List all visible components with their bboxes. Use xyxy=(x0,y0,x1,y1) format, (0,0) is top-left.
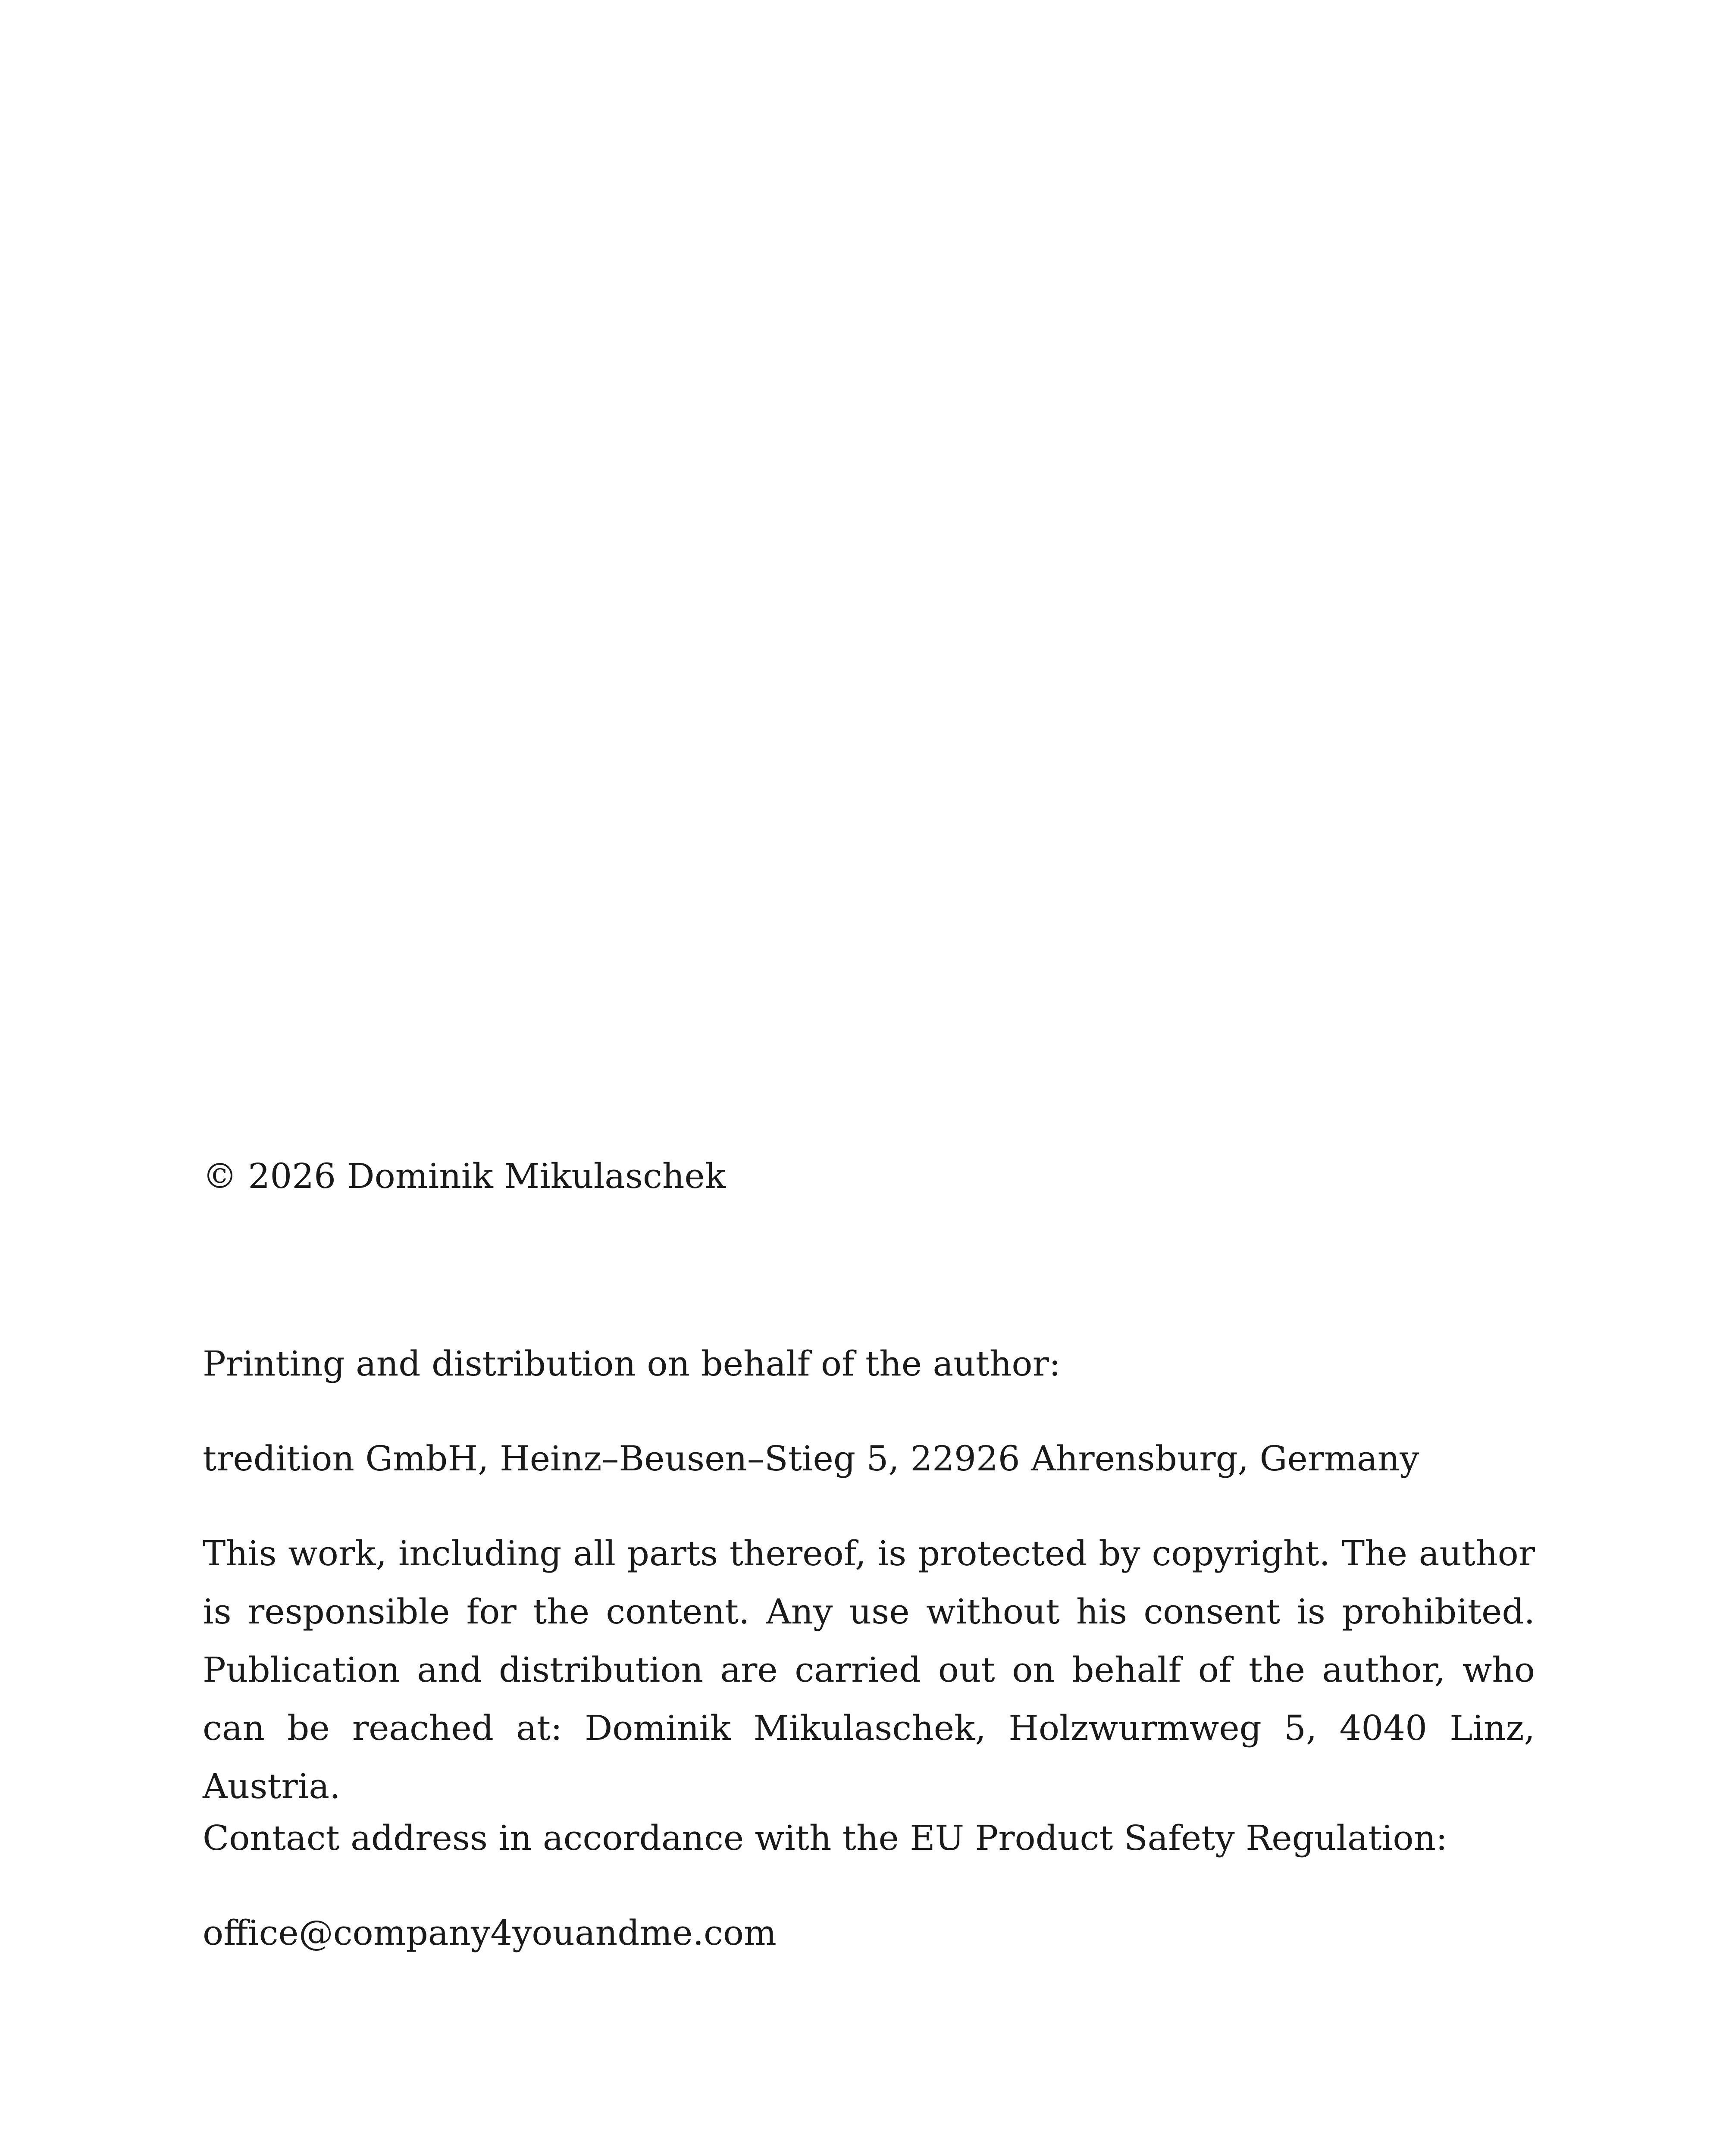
publisher-address: tredition GmbH, Heinz–Beusen–Stieg 5, 22926 Ahrensburg, Germany xyxy=(203,1438,1419,1479)
contact-email: office@company4youandme.com xyxy=(203,1913,777,1953)
copyright-notice: This work, including all parts thereof, is protected by copyright. The author is responsible for the content. Any use without his consent is prohibited. Publication and distribution are carried out on behalf of the author, who can be reached at: Dominik Mikulaschek, Holzwurmweg 5, 4040 Linz, Austria. xyxy=(203,1533,1535,1806)
printing-distribution-label: Printing and distribution on behalf of the author: xyxy=(203,1344,1061,1384)
copyright-line: © 2026 Dominik Mikulaschek xyxy=(203,1156,726,1196)
contact-address-label: Contact address in accordance with the EU Product Safety Regulation: xyxy=(203,1818,1448,1858)
